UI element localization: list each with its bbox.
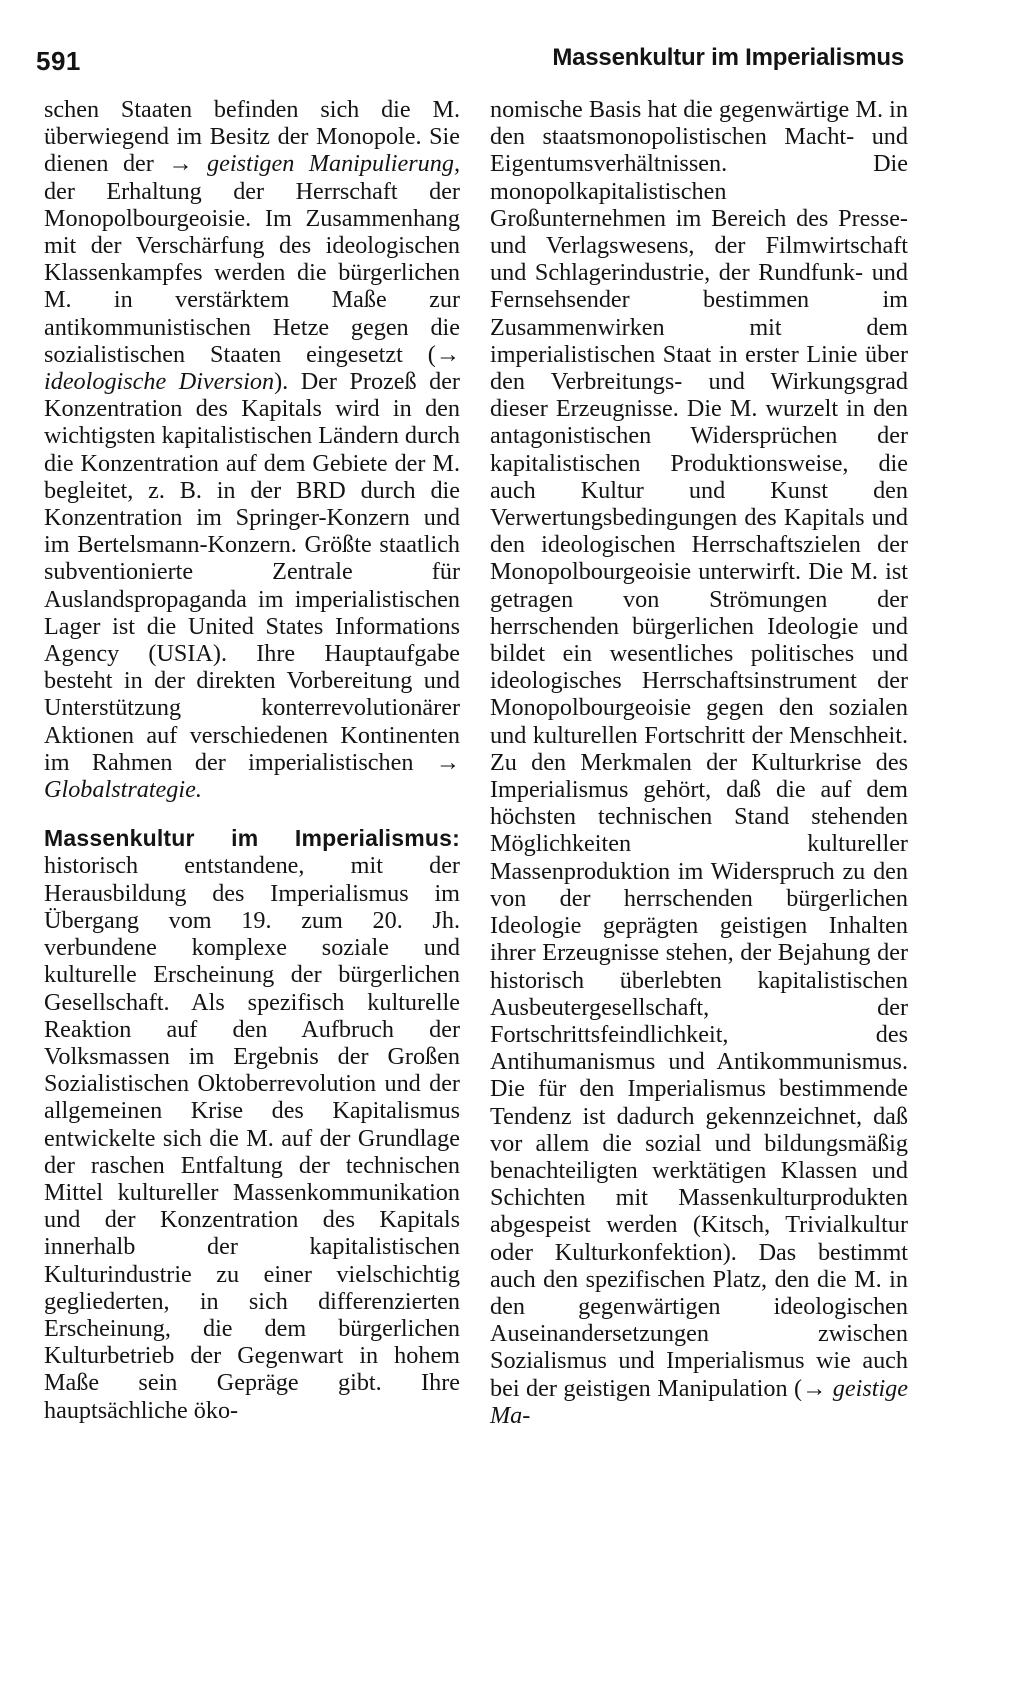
entry-headword: Massenkultur im Imperialismus: (44, 825, 460, 852)
cross-reference: geistige Ma- (490, 1374, 908, 1429)
cross-reference: Globalstrategie. (44, 776, 202, 804)
continued-paragraph (44, 96, 460, 803)
paragraph-text: ). Der Prozeß der Konzentration des Kapitals wird in den wichtigsten kapitalistischen Ländern durch die Konzentration auf dem Gebiete der M. begleitet, z. B. in der BRD durch die Konzentration im Springer-Konzern und im Bertelsmann-Konzern. Größte staatlich subventionierte Zentrale für Auslandspropaganda im imperialistischen Lager ist die United States Informations Agency (USIA). Ihre Hauptaufgabe besteht in der direkten Vorbereitung und Unterstützung konterrevolutionärer Aktionen auf verschiedenen Kontinenten im Rahmen der imperialistischen → (44, 368, 460, 776)
cross-reference: ideologische Diversion (44, 368, 275, 396)
paragraph-text: der Erhaltung der Herrschaft der Monopolbourgeoisie. Im Zusammenhang mit der Verschärfung des ideologischen Klassenkampfes werden die bürgerlichen M. in verstärktem Maße zur antikommunistischen Hetze gegen die sozialistischen Staaten eingesetzt (→ (44, 177, 460, 368)
cross-reference: geistigen Manipulierung, (207, 150, 460, 178)
continued-paragraph (490, 96, 908, 1429)
dictionary-entry (44, 825, 460, 1423)
paragraph-text: nomische Basis hat die gegenwärtige M. in den staatsmonopolistischen Macht- und Eigentumsverhältnissen. Die monopolkapitalistischen Großunternehmen im Bereich des Presse- und Verlagswesens, der Filmwirtschaft und Schlagerindustrie, der Rundfunk- und Fernsehsender bestimmen im Zusammenwirken mit dem imperialistischen Staat in erster Linie über den Verbreitungs- und Wirkungsgrad dieser Erzeugnisse. Die M. wurzelt in den antagonistischen Widersprüchen der kapitalistischen Produktionsweise, die auch Kultur und Kunst den Verwertungsbedingungen des Kapitals und den ideologischen Herrschaftszielen der Monopolbourgeoisie unterwirft. Die M. ist getragen von Strömungen der herrschenden bürgerlichen Ideologie und bildet ein wesentliches politisches und ideologisches Herrschaftsinstrument der Monopolbourgeoisie gegen den sozialen und kulturellen Fortschritt der Menschheit. Zu den Merkmalen der Kulturkrise des Imperialismus gehört, daß die auf dem höchsten technischen Stand stehenden Möglichkeiten kultureller Massenproduktion im Widerspruch zu den von der herrschenden bürgerlichen Ideologie geprägten geistigen Inhalten ihrer Erzeugnisse stehen, der Bejahung der historisch überlebten kapitalistischen Ausbeutergesellschaft, der Fortschrittsfeindlichkeit, des Antihumanismus und Antikommunismus. Die für den Imperialismus bestimmende Tendenz ist dadurch gekennzeichnet, daß vor allem die sozial und bildungsmäßig benachteiligten werktätigen Klassen und Schichten mit Massenkulturprodukten abgespeist werden (Kitsch, Trivialkultur oder Kulturkonfektion). Das bestimmt auch den spezifischen Platz, den die M. in den gegenwärtigen ideologischen Auseinandersetzungen zwischen Sozialismus und Imperialismus wie auch bei der geistigen Manipulation (→ (490, 96, 908, 1402)
running-head: Massenkultur im Imperialismus (552, 44, 904, 71)
entry-text: historisch entstandene, mit der Herausbildung des Imperialismus im Übergang vom 19. zum 20. Jh. verbundene komplexe soziale und kulturelle Erscheinung der bürgerlichen Gesellschaft. Als spezifisch kulturelle Reaktion auf den Aufbruch der Volksmassen im Ergebnis der Großen Sozialistischen Oktoberrevolution und der allgemeinen Krise des Kapitalismus entwickelte sich die M. auf der Grundlage der raschen Entfaltung der technischen Mittel kultureller Massenkommunikation und der Konzentration des Kapitals innerhalb der kapitalistischen Kulturindustrie zu einer vielschichtig gegliederten, in sich differenzierten Erscheinung, die dem bürgerlichen Kulturbetrieb der Gegenwart in hohem Maße sein Gepräge gibt. Ihre hauptsächliche öko- (44, 852, 460, 1424)
page-number: 591 (36, 46, 81, 76)
paragraph-text: schen Staaten befinden sich die M. überwiegend im Besitz der Monopole. Sie dienen der → (44, 96, 460, 178)
left-column (44, 96, 460, 1424)
right-column (490, 96, 908, 1429)
